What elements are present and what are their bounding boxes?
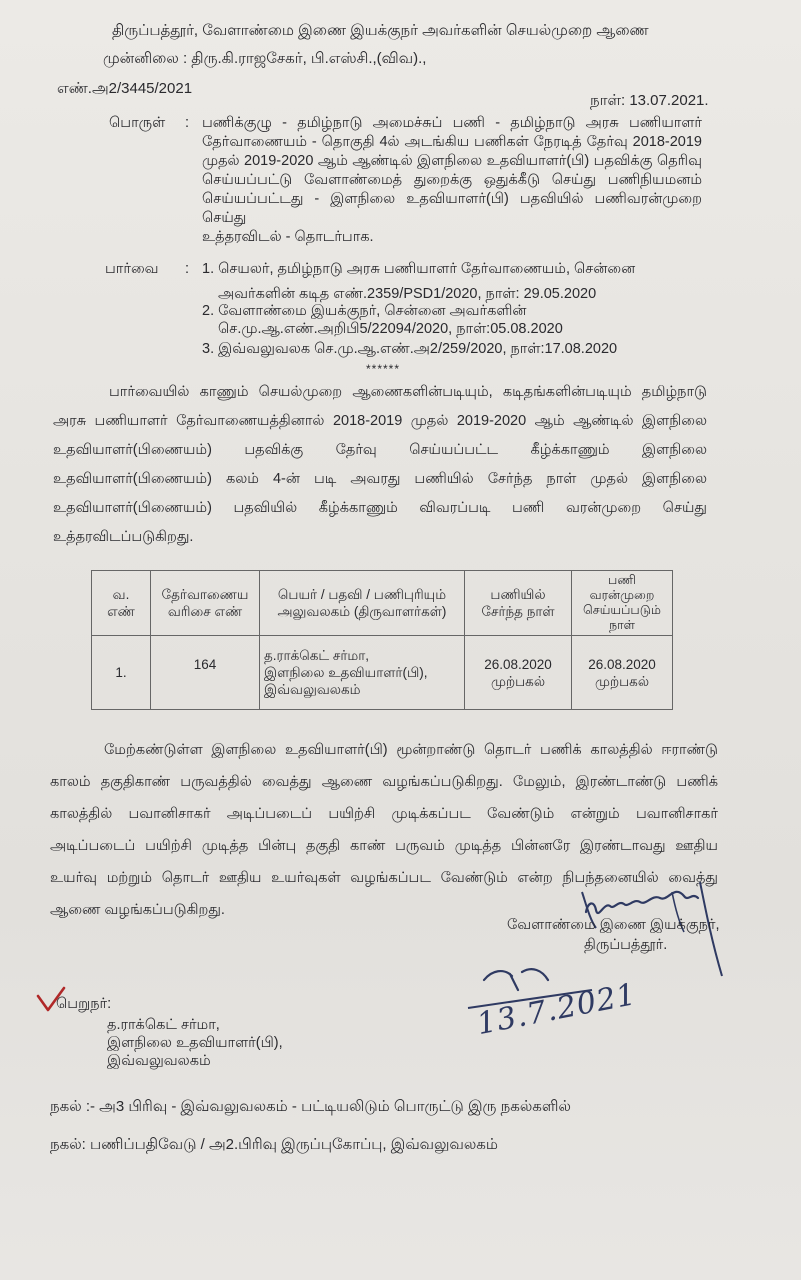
reference-item: 1. செயலர், தமிழ்நாடு அரசு பணியாளர் தேர்வாணையம், சென்னை [202, 261, 636, 277]
header-name: பெயர் / பதவி / பணிபுரியும் அலுவலகம் (திருவாளர்கள்) [260, 571, 465, 636]
subject-line: செய்யப்பட்டு வேளாண்மைத் துறைக்கு ஒதுக்கீடு செய்து பணிநியமனம் [202, 172, 702, 188]
order-date: நாள்: 13.07.2021. [590, 92, 709, 109]
header-regularised: பணி வரன்முறை செய்யப்படும் நாள் [572, 571, 673, 636]
body-line: உதவியாளர்(பிணையம்) பதவிக்கு தேர்வு செய்யப்பட்ட கீழ்க்காணும் இளநிலை [53, 442, 707, 458]
header-title: திருப்பத்தூர், வேளாண்மை இணை இயக்குநர் அவர்களின் செயல்முறை ஆணை [112, 22, 649, 39]
subject-line: தேர்வாணையம் - தொகுதி 4ல் அடங்கிய பணிகள் நேரடித் தேர்வு 2018-2019 [202, 134, 702, 150]
closing-line: மேற்கண்டுள்ள இளநிலை உதவியாளர்(பி) மூன்றாண்டு தொடர் பணிக் காலத்தில் ஈராண்டு [104, 742, 718, 758]
subject-text [202, 114, 702, 247]
cell-rank: 164 [151, 636, 260, 710]
body-line: உத்தரவிடப்படுகிறது. [53, 529, 194, 545]
header-joined: பணியில் சேர்ந்த நாள் [465, 571, 572, 636]
reference-item: 3. இவ்வலுவலக செ.மு.ஆ.எண்.அ2/259/2020, நாள்:17.08.2020 [202, 341, 618, 357]
body-line: அரசு பணியாளர் தேர்வாணையத்தினால் 2018-2019 முதல் 2019-2020 ஆம் ஆண்டில் இளநிலை [53, 413, 707, 429]
subject-label: பொருள் [109, 115, 166, 131]
cell-name: த.ராக்கெட் சர்மா, இளநிலை உதவியாளர்(பி), இவ்வலுவலகம் [260, 636, 465, 710]
closing-line: காலத்தில் பவானிசாகர் அடிப்படைப் பயிற்சி முடிக்கப்பட வேண்டும் என்றும் பவானிசாகர் [50, 806, 718, 822]
recipient-label: பெறுநர்: [56, 996, 112, 1012]
signatory-designation: வேளாண்மை இணை இயக்குநர், [507, 917, 720, 933]
body-line: உதவியாளர்(பிணையம்) பதவியில் கீழ்க்காணும் விவரப்படி பணி வரன்முறை செய்து [53, 500, 707, 516]
cell-joined: 26.08.2020 முற்பகல் [465, 636, 572, 710]
reference-item: அவர்களின் கடித எண்.2359/PSD1/2020, நாள்: 29.05.2020 [218, 286, 597, 302]
reference-item: 2. வேளாண்மை இயக்குநர், சென்னை அவர்களின் [202, 303, 527, 319]
subject-line: உத்தரவிடல் - தொடர்பாக. [202, 229, 374, 245]
body-line: உதவியாளர்(பிணையம்) கலம் 4-ன் படி அவரது பணியில் சேர்ந்த நாள் முதல் இளநிலை [53, 471, 707, 487]
closing-line: உயர்வு மற்றும் தொடர் ஊதிய உயர்வுகள் வழங்கப்பட வேண்டும் என்ற நிபந்தனையில் வைத்து [50, 870, 718, 886]
subject-line: முதல் 2019-2020 ஆம் ஆண்டில் இளநிலை உதவியாளர்(பி) பதவிக்கு தெரிவு [202, 153, 702, 169]
reference-item: செ.மு.ஆ.எண்.அறிபி5/22094/2020, நாள்:05.08.2020 [218, 321, 563, 337]
regularisation-table [91, 570, 673, 710]
recipient-line: இவ்வலுவலகம் [107, 1053, 211, 1069]
subject-line: செய்யப்பட்டது - இளநிலை உதவியாளர்(பி) பதவியில் பணிவரன்முறை செய்து [202, 191, 702, 226]
copy-to-line: நகல்: பணிப்பதிவேடு / அ2.பிரிவு இருப்புகோப்பு, இவ்வலுவலகம் [50, 1136, 498, 1153]
separator-stars: ****** [366, 362, 401, 376]
cell-regularised: 26.08.2020 முற்பகல் [572, 636, 673, 710]
closing-line: ஆணை வழங்கப்படுகிறது. [50, 902, 225, 918]
closing-line: காலம் தகுதிகாண் பருவத்தில் வைத்து ஆணை வழங்கப்படுகிறது. மேலும், இரண்டாண்டு பணிக் [50, 774, 718, 790]
body-paragraph [53, 378, 707, 552]
subject-colon: : [185, 115, 190, 131]
handwritten-date: 13.7.2021 [474, 976, 640, 1043]
table-row [92, 636, 673, 710]
subject-line: பணிக்குழு - தமிழ்நாடு அமைச்சுப் பணி - தமிழ்நாடு அரசு பணியாளர் [202, 115, 702, 131]
signatory-place: திருப்பத்தூர். [584, 937, 668, 953]
cell-sno: 1. [92, 636, 151, 710]
header-rank: தேர்வாணைய வரிசை எண் [151, 571, 260, 636]
header-presiding: முன்னிலை : திரு.கி.ராஜசேகர், பி.எஸ்சி.,(விவ)., [103, 50, 427, 67]
copy-to-line: நகல் :- அ3 பிரிவு - இவ்வலுவலகம் - பட்டியலிடும் பொருட்டு இரு நகல்களில் [50, 1098, 571, 1115]
reference-number: எண்.அ2/3445/2021 [57, 80, 193, 97]
references-label: பார்வை [105, 261, 159, 277]
references-colon: : [185, 261, 190, 277]
recipient-line: இளநிலை உதவியாளர்(பி), [107, 1035, 283, 1051]
body-line: பார்வையில் காணும் செயல்முறை ஆணைகளின்படியும், கடிதங்களின்படியும் தமிழ்நாடு [109, 384, 707, 400]
table-header-row [92, 571, 673, 636]
closing-line: அடிப்படைப் பயிற்சி முடித்த பின்பு தகுதி காண் பருவம் முடித்த பின்னரே இரண்டாவது ஊதிய [50, 838, 718, 854]
header-sno: வ. எண் [92, 571, 151, 636]
recipient-line: த.ராக்கெட் சர்மா, [107, 1017, 220, 1033]
